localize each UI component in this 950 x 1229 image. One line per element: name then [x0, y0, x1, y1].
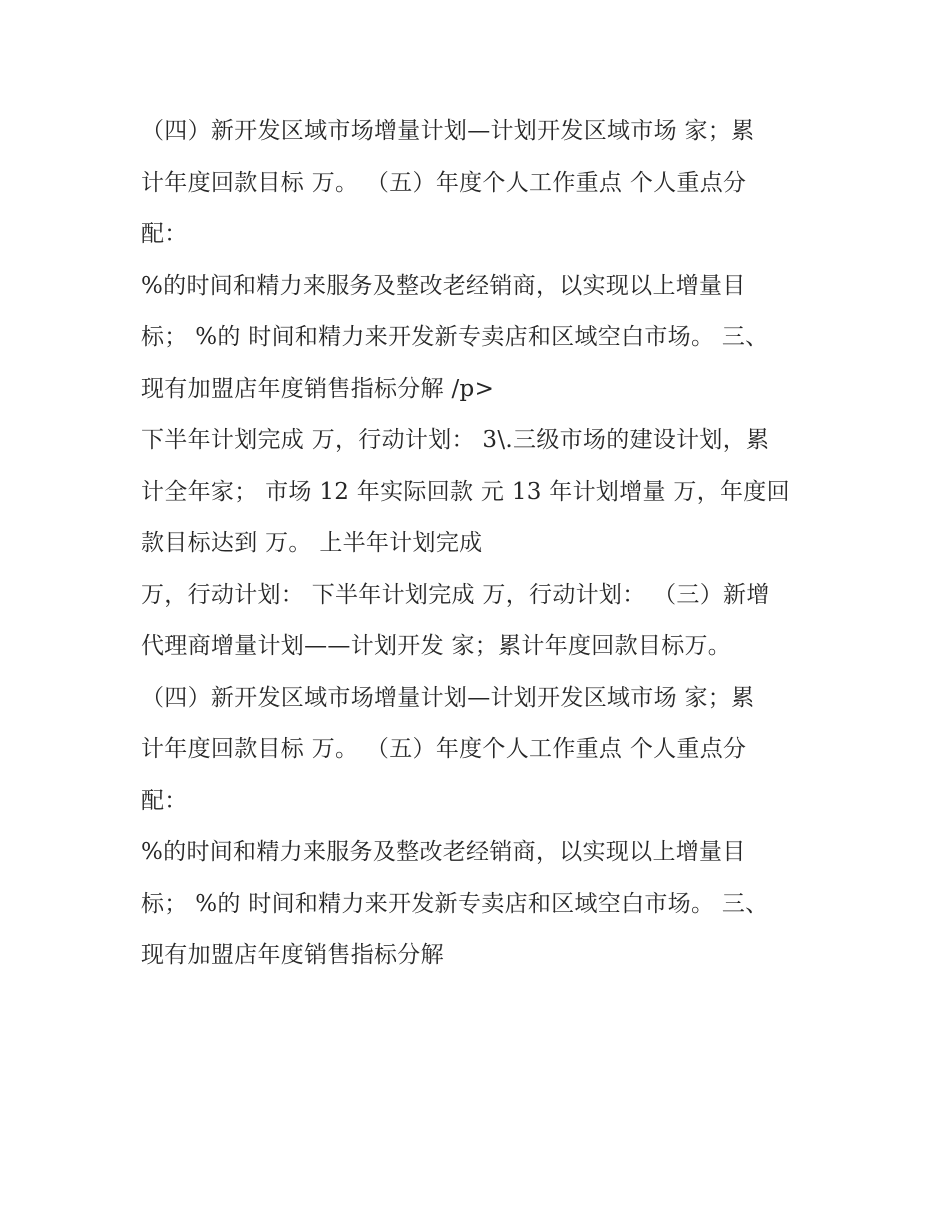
text-line: 标； %的 时间和精力来开发新专卖店和区域空白市场。 三、 [141, 890, 769, 917]
text-line: （四）新开发区域市场增量计划—计划开发区域市场 家；累 [141, 684, 755, 711]
document-body [141, 106, 821, 982]
text-line: 款目标达到 万。 上半年计划完成 [141, 530, 483, 556]
paragraph [141, 106, 821, 982]
text-line: 计年度回款目标 万。 （五）年度个人工作重点 个人重点分 [141, 169, 747, 196]
text-line: 标； %的 时间和精力来开发新专卖店和区域空白市场。 三、 [141, 324, 769, 350]
text-line: 配： [141, 787, 188, 814]
text-line: %的时间和精力来服务及整改老经销商，以实现以上增量目 [141, 272, 746, 299]
text-line: （四）新开发区域市场增量计划—计划开发区域市场 家；累 [141, 118, 755, 144]
text-line: 计年度回款目标 万。 （五）年度个人工作重点 个人重点分 [141, 736, 747, 762]
text-line: 计全年家； 市场 12 年实际回款 元 13 年计划增量 万，年度回 [141, 478, 790, 505]
text-line: 代理商增量计划——计划开发 家；累计年度回款目标万。 [141, 633, 732, 659]
text-line: 万，行动计划： 下半年计划完成 万，行动计划： （三）新增 [141, 581, 770, 608]
text-line: %的时间和精力来服务及整改老经销商，以实现以上增量目 [141, 839, 746, 865]
text-line: 现有加盟店年度销售指标分解 [141, 942, 444, 968]
text-line: 配： [141, 221, 188, 247]
text-line: 下半年计划完成 万，行动计划： 3\.三级市场的建设计划，累 [141, 427, 770, 453]
text-line: 现有加盟店年度销售指标分解 /p> [141, 375, 495, 402]
